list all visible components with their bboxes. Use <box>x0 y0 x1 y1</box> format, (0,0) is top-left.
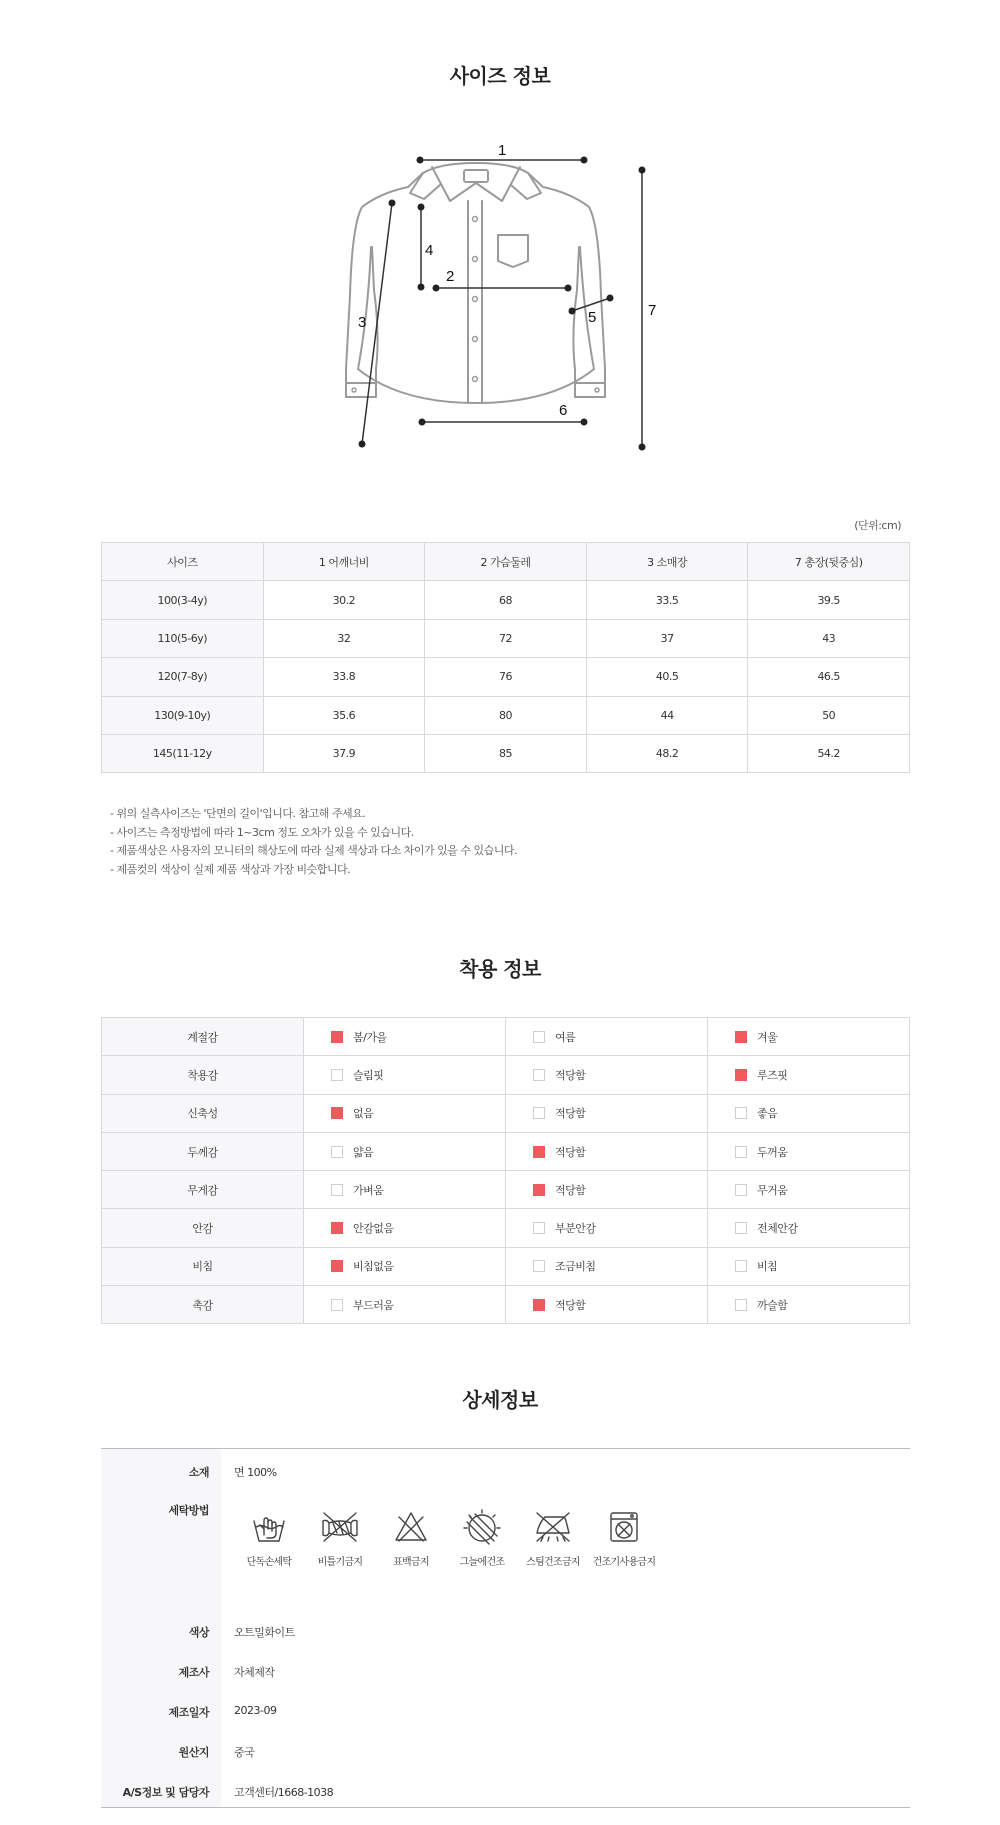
detail-value: 자체제작 <box>234 1666 275 1679</box>
fit-option <box>708 1132 910 1170</box>
header-cell: 사이즈 <box>102 543 264 581</box>
size-name-cell: 145(11-12y <box>102 734 264 772</box>
fit-option <box>304 1286 506 1324</box>
fit-option <box>506 1132 708 1170</box>
size-value-cell: 37 <box>586 619 748 657</box>
unchecked-box-icon <box>735 1299 747 1311</box>
wash-label: 단독손세탁 <box>246 1557 292 1568</box>
size-value-cell: 76 <box>425 658 587 696</box>
size-value-cell: 68 <box>425 581 587 619</box>
size-value-cell: 50 <box>748 696 910 734</box>
no-wring-icon <box>319 1509 361 1545</box>
note-item: - 사이즈는 측정방법에 따라 1~3cm 정도 오차가 있을 수 있습니다. <box>110 825 414 839</box>
wash-item <box>447 1509 517 1568</box>
detail-key: 제조일자 <box>168 1706 209 1719</box>
checked-box-icon <box>533 1299 545 1311</box>
fit-option-label: 가벼움 <box>353 1183 384 1197</box>
fit-option <box>304 1056 506 1094</box>
detail-table <box>101 1448 910 1808</box>
label-5: 5 <box>588 309 597 326</box>
unchecked-box-icon <box>735 1107 747 1119</box>
size-value-cell: 46.5 <box>748 658 910 696</box>
no-bleach-icon <box>393 1509 429 1545</box>
size-value-cell: 85 <box>425 734 587 772</box>
size-value-cell: 43 <box>748 619 910 657</box>
wash-item <box>518 1509 588 1568</box>
fit-option <box>708 1094 910 1132</box>
wash-item <box>234 1509 304 1568</box>
checked-box-icon <box>735 1031 747 1043</box>
label-6: 6 <box>559 402 568 419</box>
fit-option-label: 루즈핏 <box>757 1068 788 1082</box>
fit-option-label: 봄/가을 <box>353 1030 387 1044</box>
shade-dry-icon <box>462 1509 502 1545</box>
fit-option <box>304 1094 506 1132</box>
fit-row <box>102 1094 910 1132</box>
header-cell: 3 소매장 <box>586 543 748 581</box>
fit-row <box>102 1018 910 1056</box>
wash-label: 그늘에건조 <box>459 1557 505 1568</box>
label-1: 1 <box>498 142 507 159</box>
wash-item <box>589 1509 659 1568</box>
unchecked-box-icon <box>331 1146 343 1158</box>
fit-option-label: 적당함 <box>555 1107 586 1121</box>
unchecked-box-icon <box>533 1069 545 1081</box>
unchecked-box-icon <box>735 1184 747 1196</box>
label-4: 4 <box>425 242 434 259</box>
fit-row-label: 착용감 <box>102 1056 304 1094</box>
detail-key: A/S정보 및 담당자 <box>122 1786 209 1799</box>
fit-option-label: 없음 <box>353 1107 374 1121</box>
fit-option <box>506 1018 708 1056</box>
unit-label: (단위:cm) <box>854 519 901 532</box>
size-notes <box>110 805 517 879</box>
detail-key: 제조사 <box>178 1666 209 1679</box>
size-value-cell: 30.2 <box>263 581 425 619</box>
wash-label: 비틀기금지 <box>317 1557 363 1568</box>
size-value-cell: 72 <box>425 619 587 657</box>
size-table-row <box>102 619 910 657</box>
fit-option-label: 적당함 <box>555 1298 586 1312</box>
fit-option-label: 적당함 <box>555 1068 586 1082</box>
fit-option <box>506 1209 708 1247</box>
unchecked-box-icon <box>533 1031 545 1043</box>
unchecked-box-icon <box>533 1222 545 1234</box>
fit-option <box>506 1247 708 1285</box>
size-value-cell: 33.5 <box>586 581 748 619</box>
fit-row <box>102 1171 910 1209</box>
no-tumble-dry-icon <box>606 1509 642 1545</box>
fit-row <box>102 1209 910 1247</box>
shirt-measurement-diagram <box>340 135 660 455</box>
size-section-title: 사이즈 정보 <box>449 64 551 88</box>
fit-row <box>102 1132 910 1170</box>
unchecked-box-icon <box>735 1260 747 1272</box>
fit-option-label: 무거움 <box>757 1183 788 1197</box>
size-value-cell: 40.5 <box>586 658 748 696</box>
label-3: 3 <box>358 314 367 331</box>
detail-value: 2023-09 <box>234 1704 277 1717</box>
size-value-cell: 35.6 <box>263 696 425 734</box>
fit-row-label: 신축성 <box>102 1094 304 1132</box>
size-value-cell: 48.2 <box>586 734 748 772</box>
fit-row-label: 비침 <box>102 1247 304 1285</box>
detail-key: 소재 <box>188 1466 209 1479</box>
detail-key: 원산지 <box>178 1746 209 1759</box>
fit-row-label: 계절감 <box>102 1018 304 1056</box>
fit-option-label: 얇음 <box>353 1145 374 1159</box>
size-table-row <box>102 734 910 772</box>
checked-box-icon <box>331 1222 343 1234</box>
unchecked-box-icon <box>735 1222 747 1234</box>
unchecked-box-icon <box>533 1260 545 1272</box>
size-name-cell: 120(7-8y) <box>102 658 264 696</box>
note-item: - 제품색상은 사용자의 모니터의 해상도에 따라 실제 색상과 다소 차이가 있을 수 있습니다. <box>110 844 517 857</box>
hand-wash-icon <box>250 1509 288 1545</box>
checked-box-icon <box>331 1260 343 1272</box>
fit-option <box>304 1132 506 1170</box>
fit-option <box>708 1247 910 1285</box>
checked-box-icon <box>533 1184 545 1196</box>
fit-option-label: 두꺼움 <box>757 1145 788 1159</box>
unchecked-box-icon <box>735 1146 747 1158</box>
fit-option-label: 슬림핏 <box>353 1068 384 1082</box>
fit-option <box>506 1171 708 1209</box>
size-value-cell: 54.2 <box>748 734 910 772</box>
checked-box-icon <box>735 1069 747 1081</box>
detail-key: 세탁방법 <box>168 1504 209 1517</box>
wash-label: 표백금지 <box>393 1557 429 1568</box>
fit-option <box>708 1018 910 1056</box>
fit-section-title: 착용 정보 <box>459 957 541 981</box>
size-table-row <box>102 696 910 734</box>
fit-row-label: 촉감 <box>102 1286 304 1324</box>
fit-table <box>101 1017 910 1324</box>
fit-option-label: 전체안감 <box>757 1222 798 1236</box>
fit-row <box>102 1247 910 1285</box>
note-item: - 위의 실측사이즈는 '단면의 길이'입니다. 참고해 주세요. <box>110 807 366 820</box>
fit-option-label: 부드러움 <box>353 1298 394 1312</box>
fit-row <box>102 1056 910 1094</box>
fit-option <box>304 1171 506 1209</box>
checked-box-icon <box>533 1146 545 1158</box>
note-item: - 제품컷의 색상이 실제 제품 색상과 가장 비슷합니다. <box>110 862 351 876</box>
label-7: 7 <box>648 302 657 319</box>
detail-key: 색상 <box>188 1626 209 1639</box>
detail-value: 중국 <box>234 1746 255 1759</box>
detail-value: 면 100% <box>234 1466 277 1479</box>
fit-option <box>304 1209 506 1247</box>
fit-option <box>708 1209 910 1247</box>
header-cell: 2 가슴둘레 <box>425 543 587 581</box>
fit-option <box>708 1056 910 1094</box>
unchecked-box-icon <box>331 1184 343 1196</box>
fit-option-label: 비침 <box>757 1260 778 1274</box>
fit-option <box>506 1286 708 1324</box>
fit-row-label: 안감 <box>102 1209 304 1247</box>
fit-row-label: 두께감 <box>102 1132 304 1170</box>
fit-row <box>102 1286 910 1324</box>
fit-option <box>304 1018 506 1056</box>
size-value-cell: 32 <box>263 619 425 657</box>
size-value-cell: 33.8 <box>263 658 425 696</box>
fit-option-label: 까슬함 <box>757 1298 788 1312</box>
size-name-cell: 130(9-10y) <box>102 696 264 734</box>
unchecked-box-icon <box>331 1299 343 1311</box>
unchecked-box-icon <box>331 1069 343 1081</box>
fit-option-label: 부분안감 <box>555 1222 596 1236</box>
header-cell: 1 어깨너비 <box>263 543 425 581</box>
fit-option-label: 비침없음 <box>353 1260 394 1274</box>
wash-item <box>305 1509 375 1568</box>
wash-icons <box>234 1509 704 1589</box>
fit-option-label: 적당함 <box>555 1183 586 1197</box>
wash-label: 건조기사용금지 <box>592 1557 656 1568</box>
detail-value: 고객센터/1668-1038 <box>234 1786 334 1799</box>
size-table-row <box>102 658 910 696</box>
detail-section-title: 상세정보 <box>462 1388 538 1412</box>
fit-option-label: 조금비침 <box>555 1260 596 1274</box>
wash-item <box>376 1509 446 1568</box>
fit-option <box>708 1286 910 1324</box>
size-table <box>101 542 910 773</box>
fit-option-label: 여름 <box>555 1030 576 1044</box>
fit-option <box>506 1094 708 1132</box>
fit-option-label: 적당함 <box>555 1145 586 1159</box>
checked-box-icon <box>331 1107 343 1119</box>
fit-option-label: 좋음 <box>757 1107 778 1121</box>
size-value-cell: 37.9 <box>263 734 425 772</box>
fit-option-label: 안감없음 <box>353 1222 394 1236</box>
wash-label: 스팀건조금지 <box>526 1557 580 1568</box>
checked-box-icon <box>331 1031 343 1043</box>
size-table-row <box>102 581 910 619</box>
fit-option <box>708 1171 910 1209</box>
detail-value: 오트밀화이트 <box>234 1626 295 1639</box>
label-2: 2 <box>446 268 455 285</box>
size-value-cell: 44 <box>586 696 748 734</box>
fit-row-label: 무게감 <box>102 1171 304 1209</box>
size-value-cell: 39.5 <box>748 581 910 619</box>
fit-option-label: 겨울 <box>757 1030 778 1044</box>
size-name-cell: 110(5-6y) <box>102 619 264 657</box>
unchecked-box-icon <box>533 1107 545 1119</box>
header-cell: 7 총장(뒷중심) <box>748 543 910 581</box>
no-steam-icon <box>533 1509 573 1545</box>
size-value-cell: 80 <box>425 696 587 734</box>
size-table-header <box>102 543 910 581</box>
size-name-cell: 100(3-4y) <box>102 581 264 619</box>
fit-option <box>506 1056 708 1094</box>
fit-option <box>304 1247 506 1285</box>
